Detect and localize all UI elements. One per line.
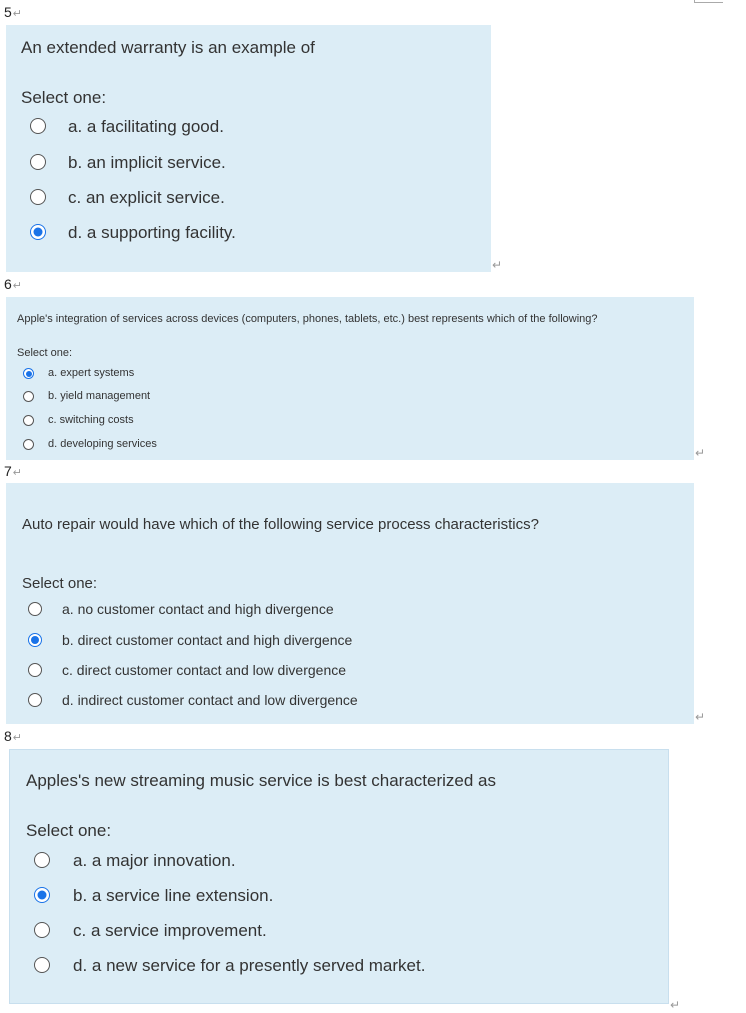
radio-button[interactable] — [30, 224, 46, 240]
question-number: 5↵ — [4, 4, 23, 20]
option-label[interactable]: d. a supporting facility. — [68, 223, 236, 242]
question-text: Apple's integration of services across devices (computers, phones, tablets, etc.) best represents which of the following? — [17, 313, 598, 325]
option-label[interactable]: c. an explicit service. — [68, 188, 225, 207]
radio-button[interactable] — [28, 602, 42, 616]
option-label[interactable]: b. direct customer contact and high divergence — [62, 632, 353, 648]
option-label[interactable]: d. developing services — [48, 438, 157, 450]
radio-button[interactable] — [23, 415, 34, 426]
select-one-label: Select one: — [22, 575, 98, 592]
option-label[interactable]: b. an implicit service. — [68, 153, 226, 172]
radio-button[interactable] — [34, 887, 50, 903]
radio-button[interactable] — [28, 663, 42, 677]
radio-button[interactable] — [34, 922, 50, 938]
select-one-label: Select one: — [26, 821, 112, 840]
select-one-label: Select one: — [21, 88, 107, 107]
option-label[interactable]: c. direct customer contact and low divergence — [62, 662, 347, 678]
question-card-8 — [9, 749, 669, 1004]
radio-button[interactable] — [30, 118, 46, 134]
radio-button[interactable] — [23, 391, 34, 402]
option-label[interactable]: a. a major innovation. — [73, 851, 236, 870]
question-number: 7↵ — [4, 463, 23, 479]
question-card-5 — [6, 25, 491, 272]
radio-button[interactable] — [34, 852, 50, 868]
option-label[interactable]: c. a service improvement. — [73, 921, 267, 940]
option-label[interactable]: b. yield management — [48, 390, 151, 402]
return-mark: ↵ — [670, 998, 681, 1012]
radio-button[interactable] — [30, 189, 46, 205]
return-mark: ↵ — [695, 710, 706, 724]
return-mark: ↵ — [695, 446, 706, 460]
return-mark: ↵ — [492, 258, 503, 272]
question-text: Apples's new streaming music service is best characterized as — [26, 771, 496, 790]
question-number: 8↵ — [4, 728, 23, 744]
radio-button[interactable] — [30, 154, 46, 170]
radio-button[interactable] — [34, 957, 50, 973]
question-card-6 — [6, 297, 694, 460]
question-text: An extended warranty is an example of — [21, 38, 315, 57]
option-label[interactable]: b. a service line extension. — [73, 886, 274, 905]
question-number: 6↵ — [4, 276, 23, 292]
option-label[interactable]: c. switching costs — [48, 414, 134, 426]
option-label[interactable]: d. a new service for a presently served market. — [73, 956, 426, 975]
radio-button[interactable] — [23, 439, 34, 450]
option-label[interactable]: a. expert systems — [48, 367, 135, 379]
question-card-7 — [6, 483, 694, 724]
question-text: Auto repair would have which of the following service process characteristics? — [22, 516, 539, 533]
radio-button[interactable] — [28, 633, 42, 647]
select-one-label: Select one: — [17, 347, 73, 359]
radio-button[interactable] — [28, 693, 42, 707]
window-corner-marker — [694, 0, 723, 3]
option-label[interactable]: d. indirect customer contact and low divergence — [62, 692, 358, 708]
option-label[interactable]: a. a facilitating good. — [68, 117, 224, 136]
radio-button[interactable] — [23, 368, 34, 379]
option-label[interactable]: a. no customer contact and high divergence — [62, 601, 334, 617]
